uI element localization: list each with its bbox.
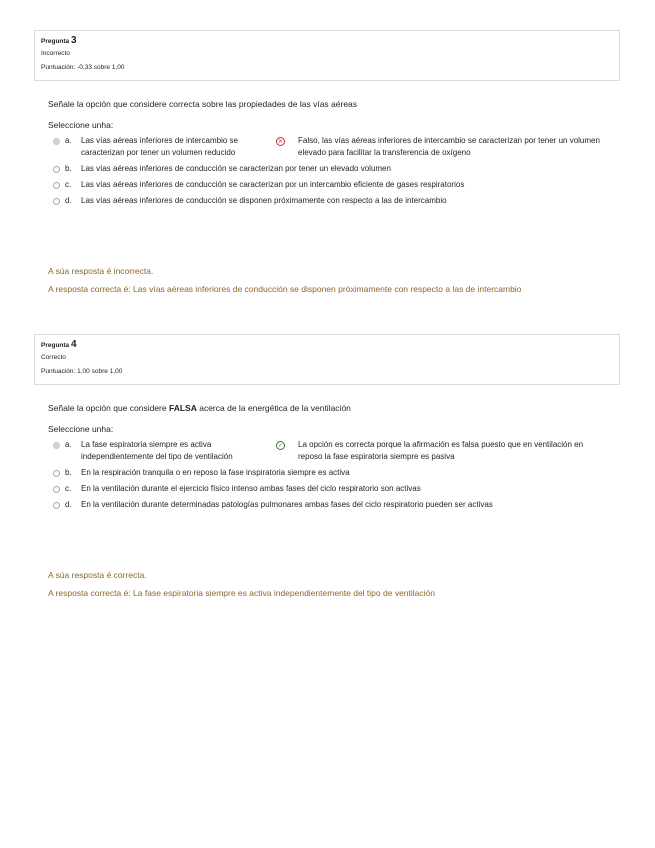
- answer-option-a[interactable]: [48, 439, 618, 463]
- option-feedback: Falso, las vías aéreas inferiores de intercambio se caracterizan por tener un volumen elevado para facilitar la transferencia de oxígeno: [298, 136, 600, 157]
- right-answer-text: A resposta correcta é: Las vías aéreas inferiores de conducción se disponen próximamente con respecto a las de intercambio: [48, 284, 522, 294]
- right-answer-text: A resposta correcta é: La fase espiratoria siempre es activa independientemente del tipo de ventilación: [48, 588, 435, 598]
- answer-option-b[interactable]: [48, 467, 618, 479]
- answer-option-c[interactable]: [48, 179, 618, 191]
- answer-option-d[interactable]: [48, 499, 618, 511]
- outcome-text: A súa resposta é incorrecta.: [48, 266, 154, 276]
- question-4-content: [48, 402, 618, 511]
- question-state: Incorrecto: [41, 50, 70, 57]
- question-4-info: [34, 334, 620, 385]
- question-state: Correcto: [41, 354, 66, 361]
- option-letter: c.: [65, 484, 72, 493]
- correct-icon: ✓: [277, 442, 284, 449]
- option-text: Las vías aéreas inferiores de conducción se caracterizan por tener un elevado volumen: [81, 164, 391, 173]
- option-text: La fase espiratoria siempre es activa independientemente del tipo de ventilación: [81, 440, 233, 461]
- option-letter: a.: [65, 440, 72, 449]
- question-3-info: [34, 30, 620, 81]
- option-letter: d.: [65, 196, 72, 205]
- option-text: Las vías aéreas inferiores de conducción se disponen próximamente con respecto a las de intercambio: [81, 196, 447, 205]
- option-text: En la ventilación durante determinadas patologías pulmonares ambas fases del ciclo respiratorio pueden ser activas: [81, 500, 493, 509]
- radio-button-selected[interactable]: [53, 442, 60, 449]
- question-grade: Puntuación: 1,00 sobre 1,00: [41, 368, 123, 375]
- radio-button[interactable]: [53, 166, 60, 173]
- question-3-feedback: [48, 265, 618, 295]
- option-letter: b.: [65, 468, 72, 477]
- option-letter: b.: [65, 164, 72, 173]
- answer-option-b[interactable]: [48, 163, 618, 175]
- question-text: Señale la opción que considere correcta sobre las propiedades de las vías aéreas: [48, 99, 358, 109]
- radio-button[interactable]: [53, 486, 60, 493]
- option-letter: d.: [65, 500, 72, 509]
- question-3-content: [48, 98, 618, 207]
- question-number: Pregunta 3: [41, 35, 77, 46]
- option-text: Las vías aéreas inferiores de intercambio se caracterizan por tener un volumen reducido: [81, 136, 238, 157]
- option-text: En la respiración tranquila o en reposo la fase inspiratoria siempre es activa: [81, 468, 350, 477]
- answer-option-a[interactable]: [48, 135, 618, 159]
- radio-button-selected[interactable]: [53, 138, 60, 145]
- answer-prompt: Seleccione unha:: [48, 120, 114, 130]
- question-text: Señale la opción que considere FALSA acerca de la energética de la ventilación: [48, 403, 351, 413]
- option-feedback: La opción es correcta porque la afirmación es falsa puesto que en ventilación en reposo la fase espiratoria siempre es pasiva: [298, 440, 584, 461]
- radio-button[interactable]: [53, 502, 60, 509]
- option-letter: a.: [65, 136, 72, 145]
- outcome-text: A súa resposta é correcta.: [48, 570, 147, 580]
- option-letter: c.: [65, 180, 72, 189]
- incorrect-icon: ✕: [277, 138, 284, 145]
- radio-button[interactable]: [53, 470, 60, 477]
- option-text: Las vías aéreas inferiores de conducción se caracterizan por un intercambio eficiente de gases respiratorios: [81, 180, 465, 189]
- option-text: En la ventilación durante el ejercicio físico intenso ambas fases del ciclo respiratorio son activas: [81, 484, 421, 493]
- answer-option-d[interactable]: [48, 195, 618, 207]
- answer-option-c[interactable]: [48, 483, 618, 495]
- question-number: Pregunta 4: [41, 339, 77, 350]
- answer-prompt: Seleccione unha:: [48, 424, 114, 434]
- question-4-feedback: [48, 569, 618, 599]
- radio-button[interactable]: [53, 198, 60, 205]
- radio-button[interactable]: [53, 182, 60, 189]
- question-grade: Puntuación: -0,33 sobre 1,00: [41, 64, 125, 71]
